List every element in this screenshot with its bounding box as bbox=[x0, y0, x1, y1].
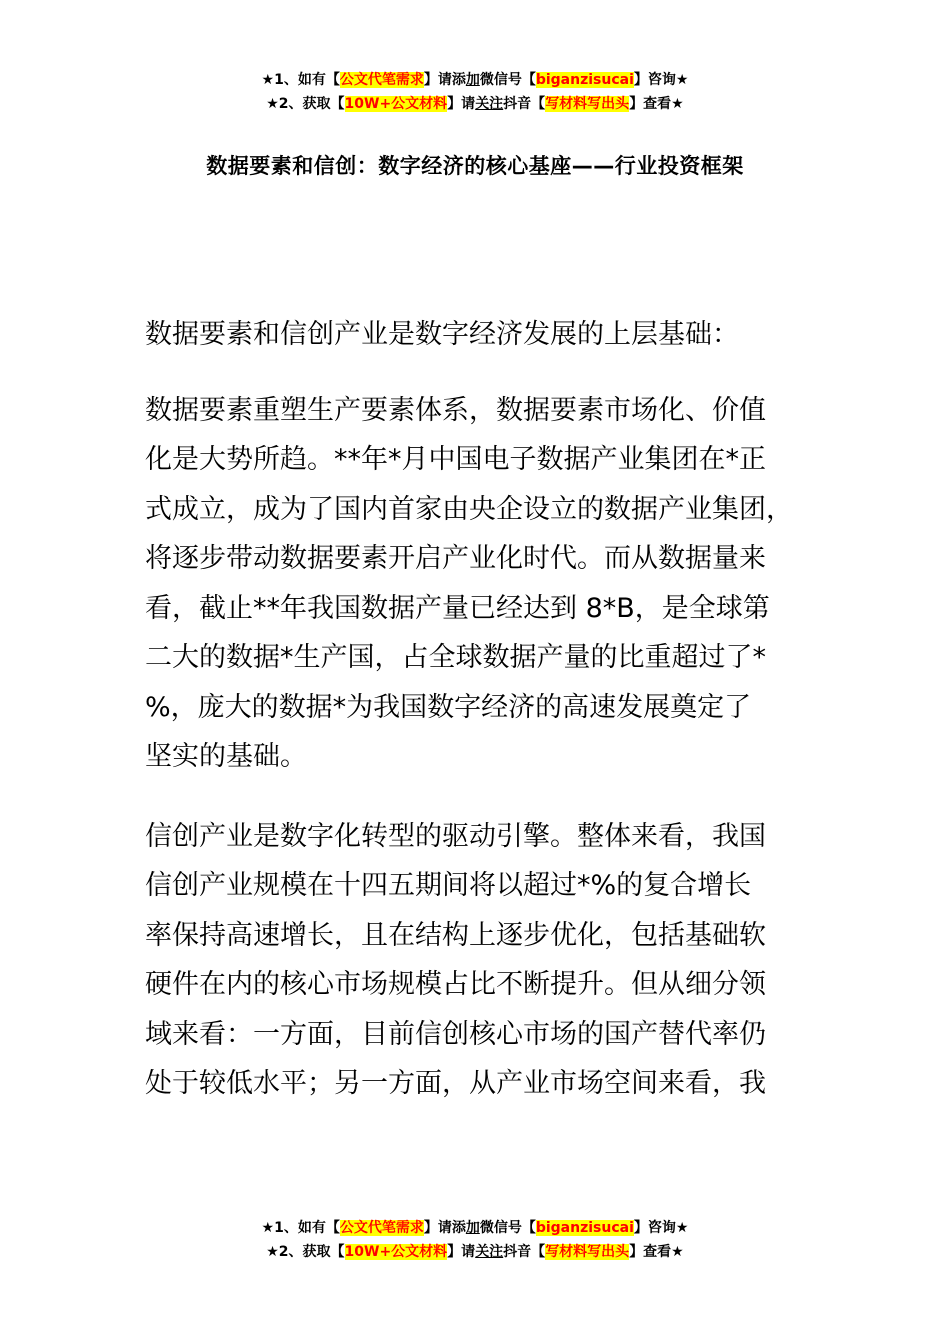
promo-text: ★1、如有【 bbox=[261, 1220, 340, 1236]
text-line: 将逐步带动数据要素开启产业化时代。而从数据量来 bbox=[145, 543, 766, 574]
promo-highlight: 10W+公文材料 bbox=[344, 1244, 448, 1260]
promo-text: 】咨询★ bbox=[633, 1220, 689, 1236]
promo-highlight: 公文代笔需求 bbox=[339, 1220, 424, 1236]
promo-text: ★2、获取【 bbox=[266, 96, 345, 112]
promo-text: 】咨询★ bbox=[633, 72, 689, 88]
promo-wechat-id: biganzisucai bbox=[535, 1220, 634, 1236]
text-line: 信创产业规模在十四五期间将以超过*%的复合增长 bbox=[145, 870, 752, 901]
promo-text: 抖音【 bbox=[503, 1244, 546, 1260]
promo-text: 】请 bbox=[447, 96, 476, 112]
promo-underline: 加 bbox=[465, 1220, 480, 1236]
text-line: 数据要素和信创产业是数字经济发展的上层基础： bbox=[145, 319, 739, 350]
promo-text: 抖音【 bbox=[503, 96, 546, 112]
promo-text: 微信号【 bbox=[479, 72, 536, 88]
promo-text: 微信号【 bbox=[479, 1220, 536, 1236]
text-line: 式成立，成为了国内首家由央企设立的数据产业集团， bbox=[145, 493, 793, 525]
promo-douyin-id: 写材料写出头 bbox=[545, 1244, 630, 1260]
paragraph-xinchuang bbox=[145, 812, 835, 1109]
promo-text: 】查看★ bbox=[629, 96, 684, 112]
text-line: 信创产业是数字化转型的驱动引擎。整体来看，我国 bbox=[145, 820, 766, 852]
promo-text: ★2、获取【 bbox=[266, 1244, 345, 1260]
promo-underline: 关注 bbox=[475, 1244, 504, 1260]
promo-line-1 bbox=[0, 1216, 950, 1240]
paragraph-data-elements bbox=[145, 386, 835, 782]
promo-line-2 bbox=[0, 1240, 950, 1264]
promo-text: 】请添 bbox=[423, 1220, 466, 1236]
text-line: 看，截止**年我国数据产量已经达到 8*B，是全球第 bbox=[145, 592, 770, 624]
text-line: %，庞大的数据*为我国数字经济的高速发展奠定了 bbox=[145, 691, 752, 723]
promo-douyin-id: 写材料写出头 bbox=[545, 96, 630, 112]
promo-text: ★1、如有【 bbox=[261, 72, 340, 88]
text-line: 域来看：一方面，目前信创核心市场的国产替代率仍 bbox=[145, 1018, 766, 1050]
promo-text: 】请添 bbox=[423, 72, 466, 88]
promo-footer bbox=[0, 1216, 950, 1264]
promo-header bbox=[0, 68, 950, 116]
promo-underline: 关注 bbox=[475, 96, 504, 112]
promo-underline: 加 bbox=[465, 72, 480, 88]
promo-text: 】查看★ bbox=[629, 1244, 684, 1260]
promo-line-1 bbox=[0, 68, 950, 92]
promo-line-2 bbox=[0, 92, 950, 116]
document-title: 数据要素和信创：数字经济的核心基座——行业投资框架 bbox=[206, 154, 744, 178]
text-line: 硬件在内的核心市场规模占比不断提升。但从细分领 bbox=[145, 969, 766, 1000]
text-line: 处于较低水平；另一方面，从产业市场空间来看，我 bbox=[145, 1068, 766, 1099]
text-line: 数据要素重塑生产要素体系，数据要素市场化、价值 bbox=[145, 394, 766, 426]
promo-highlight: 10W+公文材料 bbox=[344, 96, 448, 112]
promo-wechat-id: biganzisucai bbox=[535, 72, 634, 88]
text-line: 率保持高速增长，且在结构上逐步优化，包括基础软 bbox=[145, 919, 766, 951]
text-line: 二大的数据*生产国，占全球数据产量的比重超过了* bbox=[145, 642, 766, 673]
text-line: 坚实的基础。 bbox=[145, 741, 307, 772]
text-line: 化是大势所趋。**年*月中国电子数据产业集团在*正 bbox=[145, 444, 766, 475]
paragraph-intro bbox=[145, 310, 835, 360]
document-body bbox=[145, 310, 835, 1139]
promo-highlight: 公文代笔需求 bbox=[339, 72, 424, 88]
promo-text: 】请 bbox=[447, 1244, 476, 1260]
